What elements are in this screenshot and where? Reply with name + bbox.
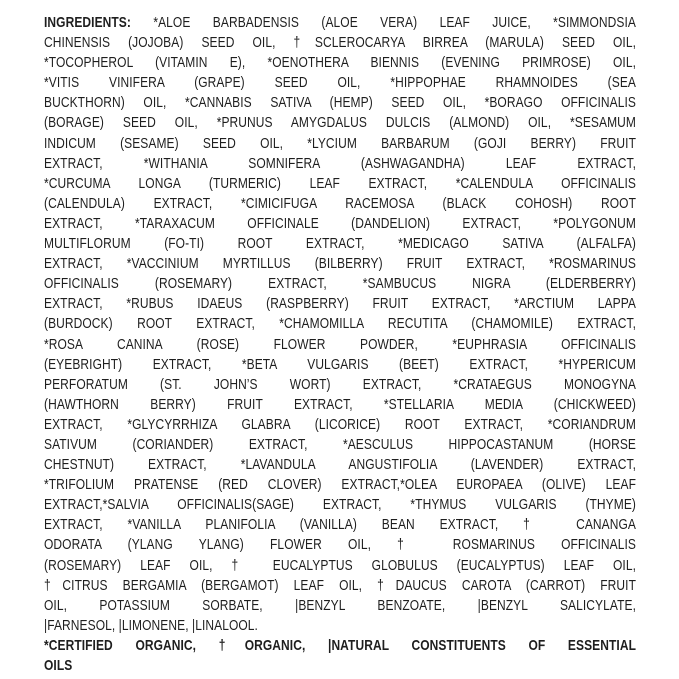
ingredients-heading: INGREDIENTS:: [44, 14, 131, 31]
label-text-line: *TOCOPHEROL (VITAMIN E), *OENOTHERA BIENNIS (EVENING PRIMROSE) OIL,: [44, 54, 636, 72]
label-text-line: OFFICINALIS (ROSEMARY) EXTRACT, *SAMBUCUS NIGRA (ELDERBERRY): [44, 275, 636, 293]
label-text-line: SATIVUM (CORIANDER) EXTRACT, *AESCULUS HIPPOCASTANUM (HORSE: [44, 435, 636, 453]
label-text-line: EXTRACT, *VACCINIUM MYRTILLUS (BILBERRY) FRUIT EXTRACT, *ROSMARINUS: [44, 255, 636, 273]
ingredients-label: [44, 13, 636, 676]
label-text-line: (CALENDULA) EXTRACT, *CIMICIFUGA RACEMOSA (BLACK COHOSH) ROOT: [44, 194, 636, 212]
label-text-line: *CURCUMA LONGA (TURMERIC) LEAF EXTRACT, *CALENDULA OFFICINALIS: [44, 174, 636, 192]
label-text-line: *VITIS VINIFERA (GRAPE) SEED OIL, *HIPPOPHAE RHAMNOIDES (SEA: [44, 74, 636, 92]
label-text-line: INDICUM (SESAME) SEED OIL, *LYCIUM BARBARUM (GOJI BERRY) FRUIT: [44, 134, 636, 152]
label-text-line: †CITRUS BERGAMIA (BERGAMOT) LEAF OIL, †DAUCUS CAROTA (CARROT) FRUIT: [44, 576, 636, 594]
label-text-line: (BURDOCK) ROOT EXTRACT, *CHAMOMILLA RECUTITA (CHAMOMILE) EXTRACT,: [44, 315, 636, 333]
label-text-line: BUCKTHORN) OIL, *CANNABIS SATIVA (HEMP) SEED OIL, *BORAGO OFFICINALIS: [44, 94, 636, 112]
label-text-line: EXTRACT, *VANILLA PLANIFOLIA (VANILLA) BEAN EXTRACT, † CANANGA: [44, 516, 636, 534]
label-text-line: (BORAGE) SEED OIL, *PRUNUS AMYGDALUS DULCIS (ALMOND) OIL, *SESAMUM: [44, 114, 636, 132]
label-text-line: (EYEBRIGHT) EXTRACT, *BETA VULGARIS (BEET) EXTRACT, *HYPERICUM: [44, 355, 636, 373]
ingredients-text: [44, 13, 636, 636]
label-text-line: (HAWTHORN BERRY) FRUIT EXTRACT, *STELLARIA MEDIA (CHICKWEED): [44, 395, 636, 413]
label-text-line: EXTRACT, *TARAXACUM OFFICINALE (DANDELION) EXTRACT, *POLYGONUM: [44, 214, 636, 232]
label-text-line: CHINENSIS (JOJOBA) SEED OIL, †SCLEROCARYA BIRREA (MARULA) SEED OIL,: [44, 34, 636, 52]
label-text-line: EXTRACT, *GLYCYRRHIZA GLABRA (LICORICE) ROOT EXTRACT, *CORIANDRUM: [44, 415, 636, 433]
label-text-line: OILS: [44, 657, 73, 674]
label-text-line: ODORATA (YLANG YLANG) FLOWER OIL, † ROSMARINUS OFFICINALIS: [44, 536, 636, 554]
label-text-line: OIL, POTASSIUM SORBATE, |BENZYL BENZOATE, |BENZYL SALICYLATE,: [44, 596, 636, 614]
label-text-line: (ROSEMARY) LEAF OIL, † EUCALYPTUS GLOBULUS (EUCALYPTUS) LEAF OIL,: [44, 556, 636, 574]
label-text-line: MULTIFLORUM (FO-TI) ROOT EXTRACT, *MEDICAGO SATIVA (ALFALFA): [44, 235, 636, 253]
label-text-line: EXTRACT, *RUBUS IDAEUS (RASPBERRY) FRUIT EXTRACT, *ARCTIUM LAPPA: [44, 295, 636, 313]
label-text-line: *ROSA CANINA (ROSE) FLOWER POWDER, *EUPHRASIA OFFICINALIS: [44, 335, 636, 353]
label-text-line: EXTRACT,*SALVIA OFFICINALIS(SAGE) EXTRACT, *THYMUS VULGARIS (THYME): [44, 496, 636, 514]
label-text-line: PERFORATUM (ST. JOHN’S WORT) EXTRACT, *CRATAEGUS MONOGYNA: [44, 375, 636, 393]
label-text-line: *TRIFOLIUM PRATENSE (RED CLOVER) EXTRACT,*OLEA EUROPAEA (OLIVE) LEAF: [44, 476, 636, 494]
label-text-line: |FARNESOL, |LIMONENE, |LINALOOL.: [44, 616, 258, 634]
label-text-line: INGREDIENTS: *ALOE BARBADENSIS (ALOE VERA) LEAF JUICE, *SIMMONDSIA: [44, 14, 636, 31]
label-text-line: CHESTNUT) EXTRACT, *LAVANDULA ANGUSTIFOLIA (LAVENDER) EXTRACT,: [44, 456, 636, 474]
footnote-text: [44, 636, 636, 676]
label-text-line: *CERTIFIED ORGANIC, †ORGANIC, |NATURAL CONSTITUENTS OF ESSENTIAL: [44, 636, 636, 654]
label-text-line: EXTRACT, *WITHANIA SOMNIFERA (ASHWAGANDHA) LEAF EXTRACT,: [44, 154, 636, 172]
